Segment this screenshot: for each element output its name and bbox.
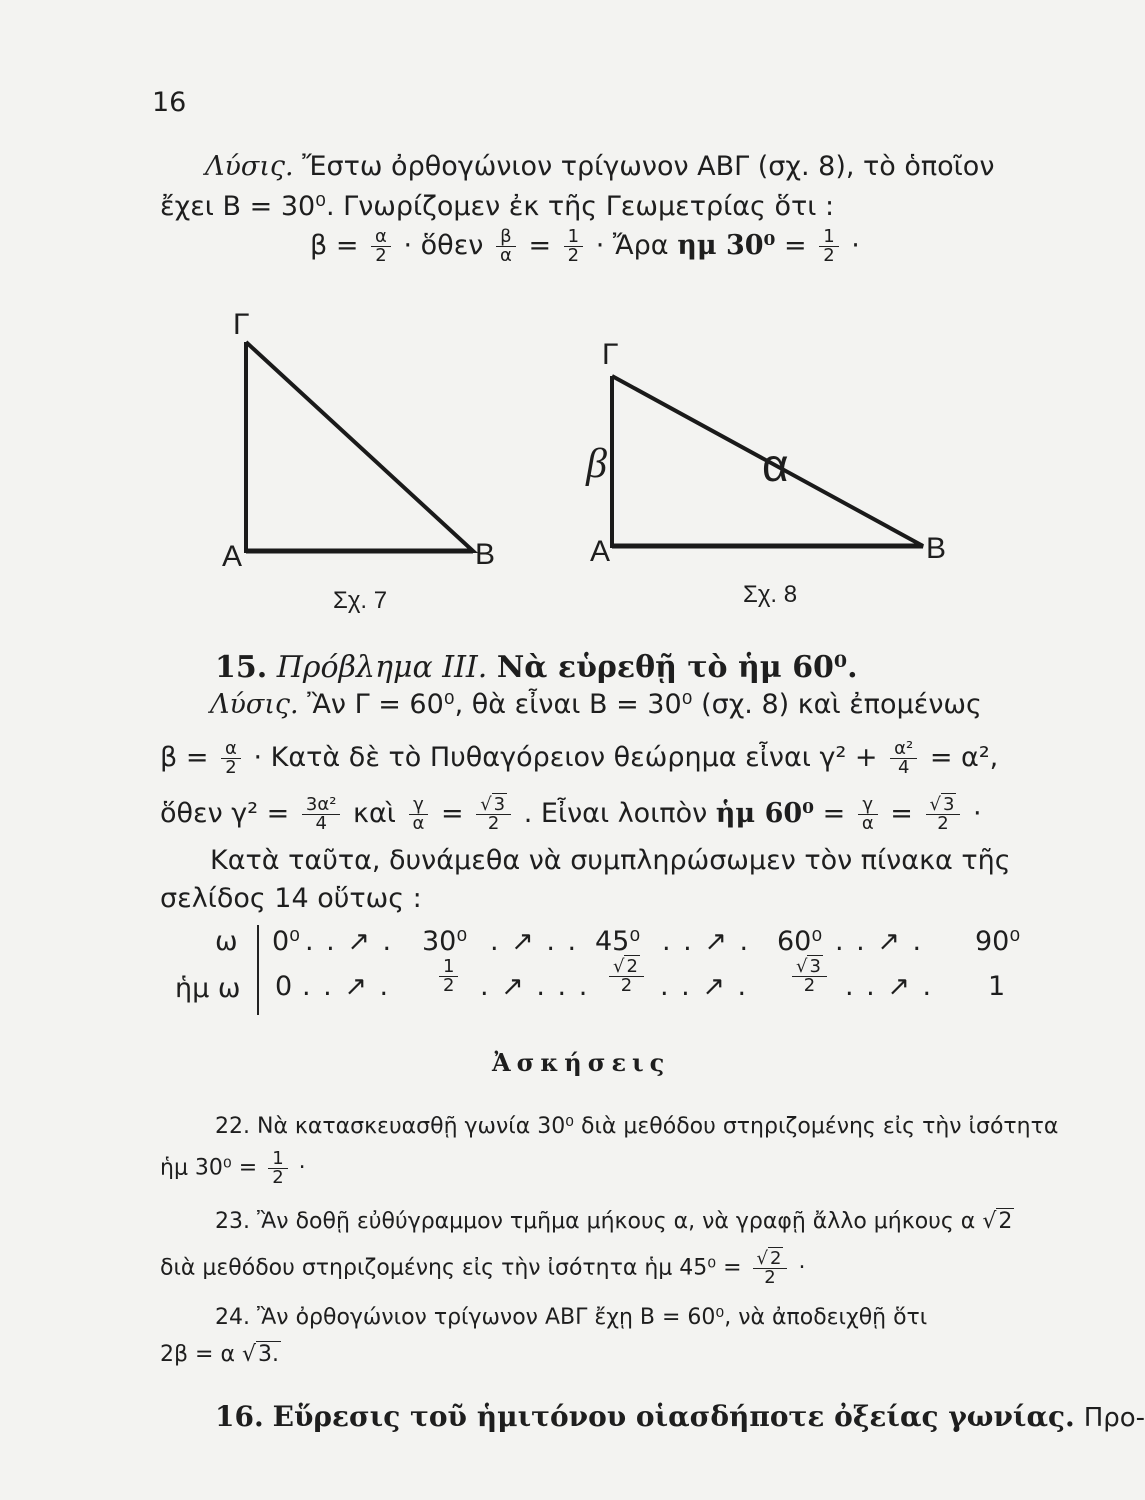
page-number: 16 [152,87,187,118]
fraction: $\frac{1}{2}$ [268,1150,287,1187]
fig8-label-gamma: Γ [602,338,619,371]
table-value: 0⁰ [272,926,301,957]
fig8-label-alpha: Α [590,535,611,568]
table-fraction: $\frac{√ 2}{2}$ [605,958,648,995]
fraction: $\frac{\gamma}{\alpha}$ [858,796,878,833]
figure-7-triangle [246,342,473,551]
fig8-label-hypotenuse: α [762,439,789,491]
problem-15-line-4: Κατὰ ταῦτα, δυνάμεθα νὰ συμπληρώσωμεν τὸν πίνακα τῆς [210,845,1011,876]
table-value: 30⁰ [422,926,468,957]
exercise-23-line-1: 23. Ἂν δοθῇ εὐθύγραμμον τμῆμα μήκους α, νὰ γραφῇ ἄλλο μήκους α √2 [215,1209,1013,1234]
fraction: $\frac{\text{3α²}}{4}$ [302,796,341,833]
exercise-23-line-2: διὰ μεθόδου στηριζομένης εἰς τὴν ἰσότητα ἡμ 45⁰ = $\frac{√ 2}{2}$ · [160,1248,806,1288]
fig8-caption: Σχ. 8 [743,581,798,608]
fig8-label-beta: Β [926,532,947,565]
solution-text-1: Ἔστω ὀρθογώνιον τρίγωνον ΑΒΓ (σχ. 8), τὸ ὁποῖον [302,151,995,182]
fraction-sqrt: $\frac{√ 3}{2}$ [476,796,511,833]
fig8-label-side: β [586,441,607,487]
fraction: $\frac{1}{2}$ [819,228,838,265]
fraction-sqrt: $\frac{√ 2}{2}$ [753,1250,788,1287]
fraction: $\frac{\gamma}{\alpha}$ [409,796,429,833]
exercise-22-line-2: ἡμ 30⁰ = $\frac{1}{2}$ · [160,1148,306,1188]
table-value: 1 [988,971,1006,1002]
table-fraction: $\frac{√ 3}{2}$ [788,958,831,995]
problem-15-line-1: Λύσις. Ἂν Γ = 60⁰, θὰ εἶναι Β = 30⁰ (σχ. 8) καὶ ἐπομένως [210,689,982,720]
exercises-heading: Ἀσκήσεις [492,1048,671,1077]
table-dots: . ↗ . . [490,926,579,957]
table-dots: . . ↗ . [845,971,934,1002]
table-value: 60⁰ [777,926,823,957]
table-dots: . . ↗ . [302,971,391,1002]
fig7-label-gamma: Γ [233,308,250,341]
table-value: 90⁰ [975,926,1021,957]
table-dots: . . ↗ . [662,926,751,957]
table-fraction: $\frac{1}{2}$ [435,958,462,995]
fraction: $\frac{\text{α²}}{4}$ [890,740,917,777]
exercise-24-line-2: 2β = α √3. [160,1342,279,1367]
table-dots: . ↗ . . . [480,971,590,1002]
fig7-label-alpha: Α [222,540,243,573]
solution-line-2: ἔχει Β = 30⁰. Γνωρίζομεν ἐκ τῆς Γεωμετρίας ὅτι : [160,191,835,222]
section-16-heading: 16. Εὕρεσις τοῦ ἡμιτόνου οἱασδήποτε ὀξείας γωνίας. Προ- [215,1400,1145,1433]
solution-label: Λύσις. [205,151,294,182]
problem-15-line-2: β = $\frac{\alpha}{2}$ · Κατὰ δὲ τὸ Πυθαγόρειον θεώρημα εἶναι γ² + $\frac{\text{α²}}{4}$ = α², [160,738,999,778]
fig7-caption: Σχ. 7 [333,587,388,614]
table-dots: . . ↗ . [305,926,394,957]
fraction: $\frac{\beta}{\alpha}$ [496,228,516,265]
table-dots: . . ↗ . [835,926,924,957]
fraction: $\frac{\alpha}{2}$ [371,228,391,265]
fraction-sqrt: $\frac{√ 3}{2}$ [926,796,961,833]
fraction: $\frac{\alpha}{2}$ [221,740,241,777]
problem-15-line-3: ὅθεν γ² = $\frac{\text{3α²}}{4}$ καὶ $\frac{\gamma}{\alpha}$ = $\frac{√ 3}{2}$ . Εἶναι λοιπὸν ἡμ 60⁰ = $\frac{\gamma}{\alpha}$ = $\frac{√ 3}{2}$ · [160,794,982,834]
fig7-label-beta: Β [475,538,496,571]
table-value: 45⁰ [595,926,641,957]
table-value: 0 [275,971,293,1002]
figures [0,0,1071,660]
problem-15-heading: 15. Πρόβλημα ΙΙΙ. Νὰ εὑρεθῇ τὸ ἡμ 60⁰. [215,650,858,685]
fraction: $\frac{1}{2}$ [564,228,583,265]
table-dots: . . ↗ . [660,971,749,1002]
exercise-24-line-1: 24. Ἂν ὀρθογώνιον τρίγωνον ΑΒΓ ἔχῃ Β = 60⁰, νὰ ἀποδειχθῇ ὅτι [215,1305,928,1330]
problem-15-line-5: σελίδος 14 οὕτως : [160,883,422,914]
exercise-22-line-1: 22. Νὰ κατασκευασθῇ γωνία 30⁰ διὰ μεθόδου στηριζομένης εἰς τὴν ἰσότητα [215,1114,1059,1139]
table-divider [257,925,259,1015]
table-row-label-omega: ω [215,926,238,957]
equation-line-1: β = $\frac{\alpha}{2}$ · ὅθεν $\frac{\beta}{\alpha}$ = $\frac{1}{2}$ · Ἄρα ημ 30⁰ = $\frac{1}{2}$ · [310,226,860,266]
table-row-label-sin: ἡμ ω [175,973,241,1004]
